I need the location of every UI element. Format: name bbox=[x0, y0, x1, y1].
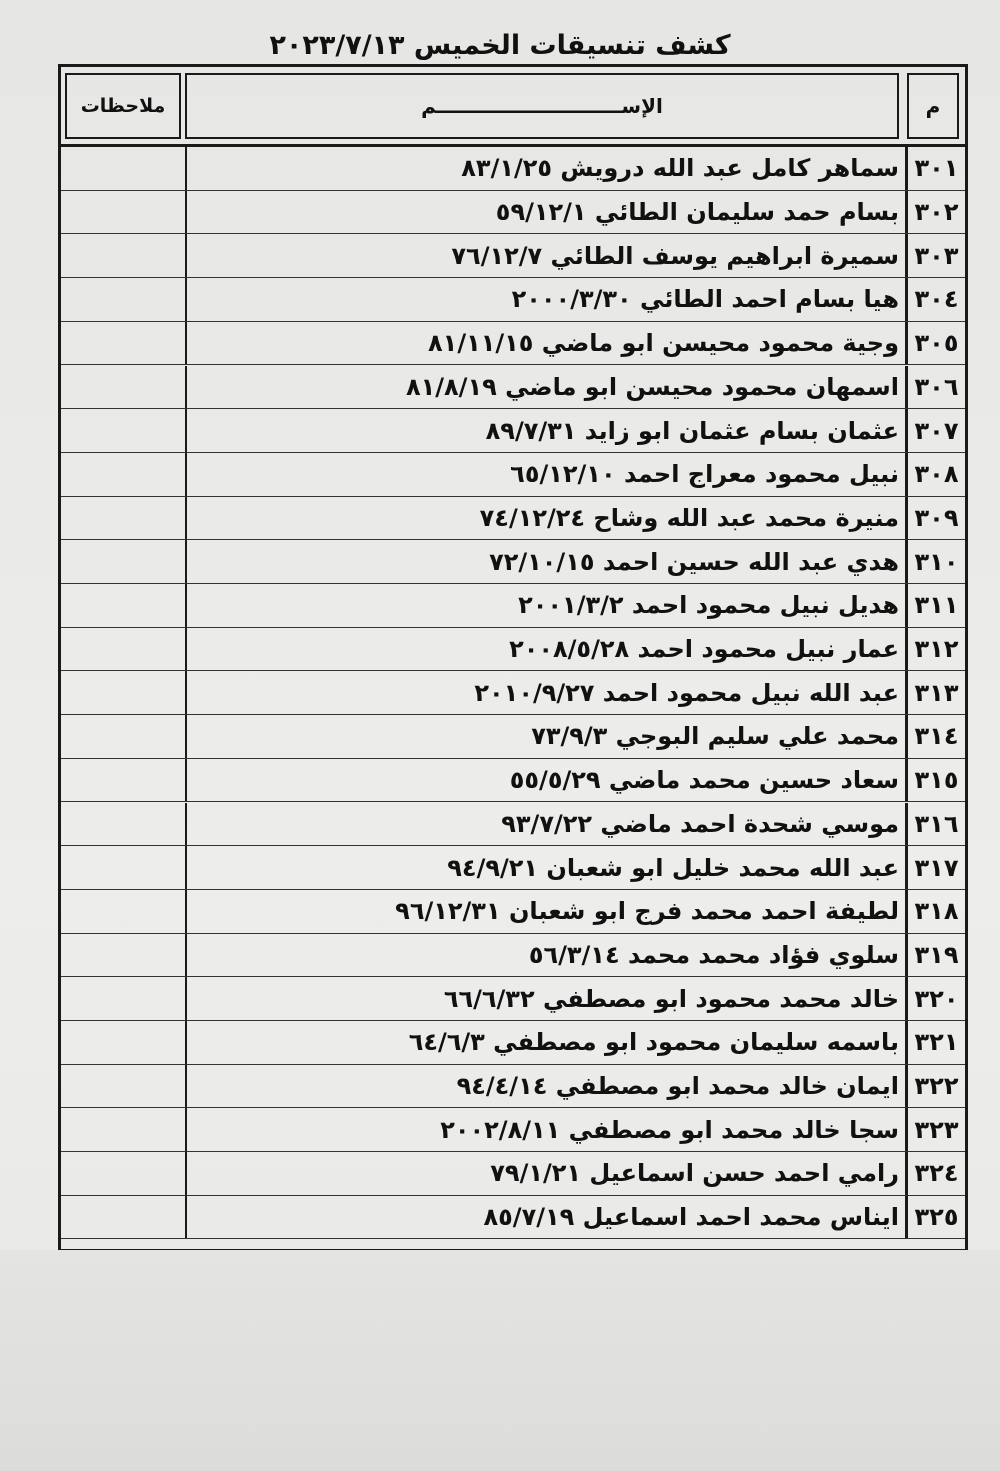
table-row bbox=[61, 846, 965, 890]
row-notes bbox=[61, 671, 185, 714]
row-name: عمار نبيل محمود احمد ٢٠٠٨/٥/٢٨ bbox=[185, 628, 905, 671]
row-name: سجا خالد محمد ابو مصطفي ٢٠٠٢/٨/١١ bbox=[185, 1108, 905, 1151]
row-notes bbox=[61, 890, 185, 933]
table-row bbox=[61, 234, 965, 278]
row-name: رامي احمد حسن اسماعيل ٧٩/١/٢١ bbox=[185, 1152, 905, 1195]
table-row bbox=[61, 497, 965, 541]
row-name: هديل نبيل محمود احمد ٢٠٠١/٣/٢ bbox=[185, 584, 905, 627]
table-row bbox=[61, 584, 965, 628]
header-notes: ملاحظات bbox=[65, 73, 181, 139]
page-title: كشف تنسيقات الخميس ٢٠٢٣/٧/١٣ bbox=[269, 30, 731, 61]
row-number: ٣١٣ bbox=[905, 671, 965, 714]
header-number: م bbox=[907, 73, 959, 139]
records-table bbox=[58, 64, 968, 1252]
row-number: ٣١٠ bbox=[905, 540, 965, 583]
row-number: ٣٠٢ bbox=[905, 191, 965, 234]
table-row bbox=[61, 1108, 965, 1152]
row-number: ٣١٧ bbox=[905, 846, 965, 889]
row-name: اسمهان محمود محيسن ابو ماضي ٨١/٨/١٩ bbox=[185, 366, 905, 409]
table-row bbox=[61, 409, 965, 453]
row-number: ٣١٤ bbox=[905, 715, 965, 758]
row-name: ايمان خالد محمد ابو مصطفي ٩٤/٤/١٤ bbox=[185, 1065, 905, 1108]
row-notes bbox=[61, 1021, 185, 1064]
table-row bbox=[61, 191, 965, 235]
row-number: ٣١٨ bbox=[905, 890, 965, 933]
table-row bbox=[61, 671, 965, 715]
row-number: ٣٠٦ bbox=[905, 366, 965, 409]
row-name: وجية محمود محيسن ابو ماضي ٨١/١١/١٥ bbox=[185, 322, 905, 365]
row-number: ٣٠٤ bbox=[905, 278, 965, 321]
row-name: موسي شحدة احمد ماضي ٩٣/٧/٢٢ bbox=[185, 803, 905, 846]
row-number: ٣٠٣ bbox=[905, 234, 965, 277]
row-number: ٣٢٥ bbox=[905, 1196, 965, 1239]
row-number: ٣٠٩ bbox=[905, 497, 965, 540]
row-notes bbox=[61, 584, 185, 627]
row-notes bbox=[61, 715, 185, 758]
row-name: سلوي فؤاد محمد محمد ٥٦/٣/١٤ bbox=[185, 934, 905, 977]
table-row bbox=[61, 715, 965, 759]
row-number: ٣٢٤ bbox=[905, 1152, 965, 1195]
row-name: عبد الله محمد خليل ابو شعبان ٩٤/٩/٢١ bbox=[185, 846, 905, 889]
row-name: لطيفة احمد محمد فرج ابو شعبان ٩٦/١٢/٣١ bbox=[185, 890, 905, 933]
row-notes bbox=[61, 977, 185, 1020]
row-notes bbox=[61, 1152, 185, 1195]
row-number: ٣١٩ bbox=[905, 934, 965, 977]
row-number: ٣٢٢ bbox=[905, 1065, 965, 1108]
table-row bbox=[61, 278, 965, 322]
row-number: ٣١٥ bbox=[905, 759, 965, 802]
table-row bbox=[61, 453, 965, 497]
row-number: ٣١٦ bbox=[905, 803, 965, 846]
row-number: ٣٠١ bbox=[905, 147, 965, 190]
row-notes bbox=[61, 1196, 185, 1239]
row-number: ٣٠٨ bbox=[905, 453, 965, 496]
row-name: عثمان بسام عثمان ابو زايد ٨٩/٧/٣١ bbox=[185, 409, 905, 452]
table-row bbox=[61, 977, 965, 1021]
row-notes bbox=[61, 409, 185, 452]
row-name: هيا بسام احمد الطائي ٢٠٠٠/٣/٣٠ bbox=[185, 278, 905, 321]
row-notes bbox=[61, 1065, 185, 1108]
row-number: ٣٢١ bbox=[905, 1021, 965, 1064]
row-name: سميرة ابراهيم يوسف الطائي ٧٦/١٢/٧ bbox=[185, 234, 905, 277]
row-notes bbox=[61, 322, 185, 365]
row-notes bbox=[61, 759, 185, 802]
table-row bbox=[61, 1196, 965, 1240]
table-row bbox=[61, 803, 965, 847]
row-notes bbox=[61, 497, 185, 540]
row-name: خالد محمد محمود ابو مصطفي ٦٦/٦/٣٢ bbox=[185, 977, 905, 1020]
row-name: منيرة محمد عبد الله وشاح ٧٤/١٢/٢٤ bbox=[185, 497, 905, 540]
row-number: ٣٢٠ bbox=[905, 977, 965, 1020]
row-number: ٣٠٥ bbox=[905, 322, 965, 365]
row-name: عبد الله نبيل محمود احمد ٢٠١٠/٩/٢٧ bbox=[185, 671, 905, 714]
row-number: ٣٠٧ bbox=[905, 409, 965, 452]
row-notes bbox=[61, 1108, 185, 1151]
row-number: ٣٢٣ bbox=[905, 1108, 965, 1151]
table-row bbox=[61, 322, 965, 366]
table-row bbox=[61, 1065, 965, 1109]
row-notes bbox=[61, 540, 185, 583]
table-row bbox=[61, 540, 965, 584]
page-margin bbox=[0, 1250, 1000, 1471]
row-name: ايناس محمد احمد اسماعيل ٨٥/٧/١٩ bbox=[185, 1196, 905, 1239]
table-row bbox=[61, 366, 965, 410]
row-number: ٣١١ bbox=[905, 584, 965, 627]
row-name: بسام حمد سليمان الطائي ٥٩/١٢/١ bbox=[185, 191, 905, 234]
table-row bbox=[61, 1021, 965, 1065]
row-name: سماهر كامل عبد الله درويش ٨٣/١/٢٥ bbox=[185, 147, 905, 190]
header-name: الإســـــــــــــــــــــــــــم bbox=[185, 73, 899, 139]
row-notes bbox=[61, 278, 185, 321]
table-row bbox=[61, 147, 965, 191]
row-notes bbox=[61, 628, 185, 671]
table-row bbox=[61, 1152, 965, 1196]
row-notes bbox=[61, 934, 185, 977]
row-notes bbox=[61, 191, 185, 234]
table-row bbox=[61, 934, 965, 978]
row-notes bbox=[61, 803, 185, 846]
row-name: نبيل محمود معراج احمد ٦٥/١٢/١٠ bbox=[185, 453, 905, 496]
row-name: محمد علي سليم البوجي ٧٣/٩/٣ bbox=[185, 715, 905, 758]
table-row bbox=[61, 890, 965, 934]
row-notes bbox=[61, 453, 185, 496]
table-row bbox=[61, 628, 965, 672]
row-notes bbox=[61, 234, 185, 277]
row-notes bbox=[61, 846, 185, 889]
row-name: هدي عبد الله حسين احمد ٧٢/١٠/١٥ bbox=[185, 540, 905, 583]
row-name: باسمه سليمان محمود ابو مصطفي ٦٤/٦/٣ bbox=[185, 1021, 905, 1064]
table-header bbox=[61, 67, 965, 147]
row-number: ٣١٢ bbox=[905, 628, 965, 671]
row-name: سعاد حسين محمد ماضي ٥٥/٥/٢٩ bbox=[185, 759, 905, 802]
table-row bbox=[61, 759, 965, 803]
row-notes bbox=[61, 366, 185, 409]
row-notes bbox=[61, 147, 185, 190]
